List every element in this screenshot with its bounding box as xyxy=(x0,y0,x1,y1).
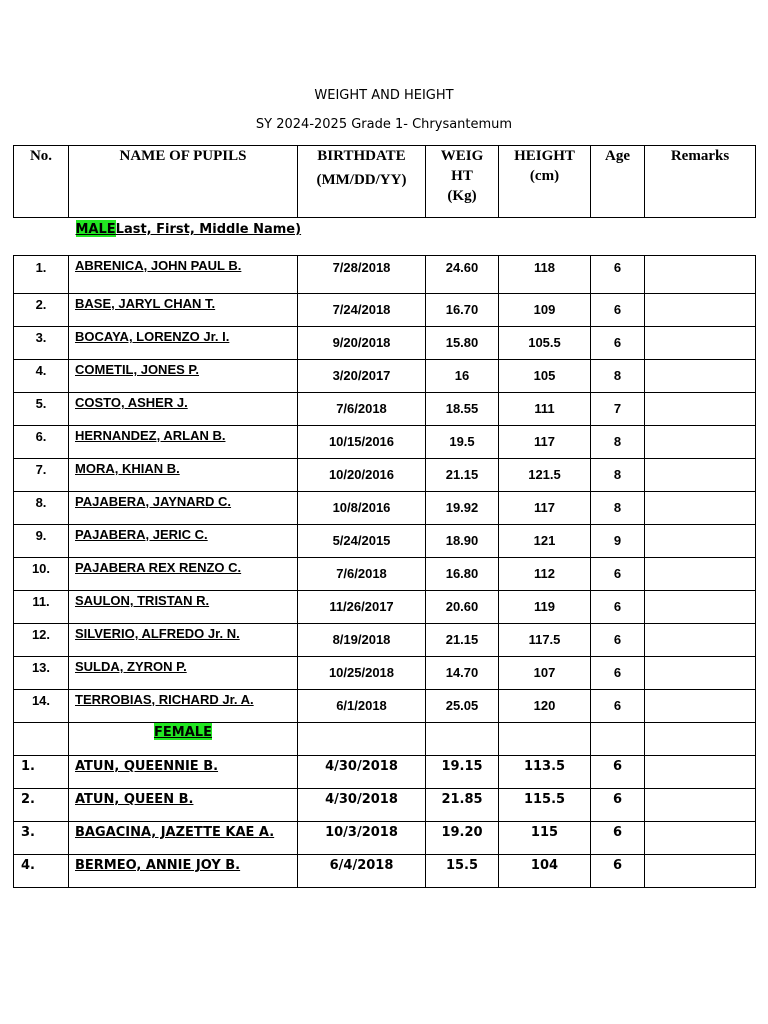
document-subtitle: SY 2024-2025 Grade 1- Chrysantemum xyxy=(255,117,513,132)
pupil-name: PAJABERA REX RENZO C. xyxy=(69,558,298,591)
table-row xyxy=(14,492,756,525)
pupil-name: ATUN, QUEEN B. xyxy=(69,789,298,822)
birthdate-cell: 10/25/2018 xyxy=(298,657,426,690)
remarks-cell xyxy=(645,492,756,525)
birthdate-cell: 6/1/2018 xyxy=(298,690,426,723)
age-cell: 8 xyxy=(591,426,645,459)
pupil-name: PAJABERA, JERIC C. xyxy=(69,525,298,558)
remarks-cell xyxy=(645,789,756,822)
male-section-label: MALELast, First, Middle Name) xyxy=(75,222,302,237)
age-cell: 6 xyxy=(591,855,645,888)
height-cell: 121.5 xyxy=(499,459,591,492)
height-cell: 121 xyxy=(499,525,591,558)
height-cell: 115 xyxy=(499,822,591,855)
weight-cell: 15.5 xyxy=(426,855,499,888)
weight-cell: 21.15 xyxy=(426,624,499,657)
table-row xyxy=(14,789,756,822)
female-section-row xyxy=(14,723,756,756)
age-cell: 6 xyxy=(591,591,645,624)
pupil-name: PAJABERA, JAYNARD C. xyxy=(69,492,298,525)
birthdate-cell: 10/15/2016 xyxy=(298,426,426,459)
remarks-cell xyxy=(645,657,756,690)
remarks-cell xyxy=(645,756,756,789)
table-row xyxy=(14,525,756,558)
birthdate-cell: 5/24/2015 xyxy=(298,525,426,558)
row-number: 12. xyxy=(14,624,69,657)
table-row xyxy=(14,690,756,723)
birthdate-cell: 10/3/2018 xyxy=(298,822,426,855)
row-number: 4. xyxy=(14,360,69,393)
remarks-cell xyxy=(645,855,756,888)
col-header-height: HEIGHT (cm) xyxy=(499,146,591,218)
weight-cell: 20.60 xyxy=(426,591,499,624)
pupil-name: SILVERIO, ALFREDO Jr. N. xyxy=(69,624,298,657)
birthdate-cell: 8/19/2018 xyxy=(298,624,426,657)
table-row xyxy=(14,426,756,459)
remarks-cell xyxy=(645,822,756,855)
age-cell: 6 xyxy=(591,657,645,690)
weight-cell: 16.70 xyxy=(426,294,499,327)
remarks-cell xyxy=(645,256,756,294)
pupil-name: TERROBIAS, RICHARD Jr. A. xyxy=(69,690,298,723)
birthdate-cell: 7/6/2018 xyxy=(298,558,426,591)
pupil-name: BAGACINA, JAZETTE KAE A. xyxy=(69,822,298,855)
row-number: 10. xyxy=(14,558,69,591)
female-highlight: FEMALE xyxy=(154,725,212,740)
height-cell: 105 xyxy=(499,360,591,393)
remarks-cell xyxy=(645,327,756,360)
age-cell: 8 xyxy=(591,360,645,393)
weight-cell: 18.55 xyxy=(426,393,499,426)
table-row xyxy=(14,393,756,426)
table-row xyxy=(14,657,756,690)
empty-cell xyxy=(645,723,756,756)
row-number: 3. xyxy=(14,327,69,360)
weight-cell: 19.20 xyxy=(426,822,499,855)
table-row xyxy=(14,459,756,492)
weight-cell: 25.05 xyxy=(426,690,499,723)
height-cell: 119 xyxy=(499,591,591,624)
table-row xyxy=(14,624,756,657)
row-number: 3. xyxy=(14,822,69,855)
age-cell: 6 xyxy=(591,294,645,327)
pupils-table xyxy=(13,145,756,888)
col-header-birthdate: BIRTHDATE (MM/DD/YY) xyxy=(298,146,426,218)
age-cell: 8 xyxy=(591,492,645,525)
height-cell: 120 xyxy=(499,690,591,723)
row-number: 14. xyxy=(14,690,69,723)
female-section-label xyxy=(69,723,298,756)
weight-cell: 24.60 xyxy=(426,256,499,294)
remarks-cell xyxy=(645,525,756,558)
remarks-cell xyxy=(645,690,756,723)
height-cell: 117 xyxy=(499,426,591,459)
col-header-remarks: Remarks xyxy=(645,146,756,218)
height-cell: 113.5 xyxy=(499,756,591,789)
birthdate-cell: 10/20/2016 xyxy=(298,459,426,492)
weight-cell: 19.5 xyxy=(426,426,499,459)
row-number: 13. xyxy=(14,657,69,690)
height-cell: 111 xyxy=(499,393,591,426)
pupil-name: SULDA, ZYRON P. xyxy=(69,657,298,690)
age-cell: 6 xyxy=(591,822,645,855)
age-cell: 8 xyxy=(591,459,645,492)
weight-cell: 15.80 xyxy=(426,327,499,360)
remarks-cell xyxy=(645,393,756,426)
age-cell: 6 xyxy=(591,624,645,657)
empty-cell xyxy=(499,723,591,756)
remarks-cell xyxy=(645,294,756,327)
height-cell: 112 xyxy=(499,558,591,591)
height-cell: 117 xyxy=(499,492,591,525)
table-row xyxy=(14,327,756,360)
row-number: 2. xyxy=(14,789,69,822)
row-number: 9. xyxy=(14,525,69,558)
height-cell: 109 xyxy=(499,294,591,327)
empty-cell xyxy=(591,723,645,756)
weight-cell: 14.70 xyxy=(426,657,499,690)
pupil-name: BOCAYA, LORENZO Jr. I. xyxy=(69,327,298,360)
table-row xyxy=(14,360,756,393)
remarks-cell xyxy=(645,558,756,591)
birthdate-cell: 7/24/2018 xyxy=(298,294,426,327)
empty-cell xyxy=(426,723,499,756)
row-number: 6. xyxy=(14,426,69,459)
table-row xyxy=(14,256,756,294)
row-number: 7. xyxy=(14,459,69,492)
row-number: 8. xyxy=(14,492,69,525)
pupil-name: BASE, JARYL CHAN T. xyxy=(69,294,298,327)
birthdate-cell: 3/20/2017 xyxy=(298,360,426,393)
weight-cell: 21.85 xyxy=(426,789,499,822)
pupil-name: MORA, KHIAN B. xyxy=(69,459,298,492)
age-cell: 9 xyxy=(591,525,645,558)
height-cell: 107 xyxy=(499,657,591,690)
age-cell: 6 xyxy=(591,789,645,822)
male-highlight: MALE xyxy=(75,222,116,237)
table-row xyxy=(14,756,756,789)
weight-cell: 21.15 xyxy=(426,459,499,492)
table-row xyxy=(14,591,756,624)
remarks-cell xyxy=(645,426,756,459)
age-cell: 6 xyxy=(591,690,645,723)
weight-cell: 19.15 xyxy=(426,756,499,789)
height-cell: 118 xyxy=(499,256,591,294)
height-cell: 117.5 xyxy=(499,624,591,657)
birthdate-cell: 9/20/2018 xyxy=(298,327,426,360)
birthdate-cell: 7/28/2018 xyxy=(298,256,426,294)
height-cell: 115.5 xyxy=(499,789,591,822)
table-row xyxy=(14,294,756,327)
remarks-cell xyxy=(645,360,756,393)
age-cell: 6 xyxy=(591,327,645,360)
age-cell: 7 xyxy=(591,393,645,426)
height-cell: 104 xyxy=(499,855,591,888)
col-header-no: No. xyxy=(14,146,69,218)
height-cell: 105.5 xyxy=(499,327,591,360)
table-row xyxy=(14,558,756,591)
table-row xyxy=(14,855,756,888)
col-header-age: Age xyxy=(591,146,645,218)
col-header-weight: WEIG HT (Kg) xyxy=(426,146,499,218)
row-number: 5. xyxy=(14,393,69,426)
row-number: 4. xyxy=(14,855,69,888)
pupil-name: SAULON, TRISTAN R. xyxy=(69,591,298,624)
weight-cell: 18.90 xyxy=(426,525,499,558)
age-cell: 6 xyxy=(591,256,645,294)
table-header-row xyxy=(14,146,756,218)
pupil-name: ATUN, QUEENNIE B. xyxy=(69,756,298,789)
table-row xyxy=(14,822,756,855)
pupil-name: BERMEO, ANNIE JOY B. xyxy=(69,855,298,888)
weight-cell: 16.80 xyxy=(426,558,499,591)
row-number: 1. xyxy=(14,256,69,294)
pupil-name: HERNANDEZ, ARLAN B. xyxy=(69,426,298,459)
weight-cell: 19.92 xyxy=(426,492,499,525)
pupil-name: COMETIL, JONES P. xyxy=(69,360,298,393)
weight-cell: 16 xyxy=(426,360,499,393)
birthdate-cell: 4/30/2018 xyxy=(298,789,426,822)
remarks-cell xyxy=(645,624,756,657)
empty-cell xyxy=(298,723,426,756)
male-section-row xyxy=(14,218,756,256)
birthdate-cell: 7/6/2018 xyxy=(298,393,426,426)
remarks-cell xyxy=(645,591,756,624)
birthdate-cell: 4/30/2018 xyxy=(298,756,426,789)
row-number: 2. xyxy=(14,294,69,327)
birthdate-cell: 6/4/2018 xyxy=(298,855,426,888)
age-cell: 6 xyxy=(591,558,645,591)
remarks-cell xyxy=(645,459,756,492)
pupil-name: ABRENICA, JOHN PAUL B. xyxy=(69,256,298,294)
col-header-name: NAME OF PUPILS xyxy=(69,146,298,218)
row-number: 11. xyxy=(14,591,69,624)
birthdate-cell: 10/8/2016 xyxy=(298,492,426,525)
age-cell: 6 xyxy=(591,756,645,789)
empty-cell xyxy=(14,723,69,756)
row-number: 1. xyxy=(14,756,69,789)
pupil-name: COSTO, ASHER J. xyxy=(69,393,298,426)
document-title: WEIGHT AND HEIGHT xyxy=(314,88,454,103)
birthdate-cell: 11/26/2017 xyxy=(298,591,426,624)
